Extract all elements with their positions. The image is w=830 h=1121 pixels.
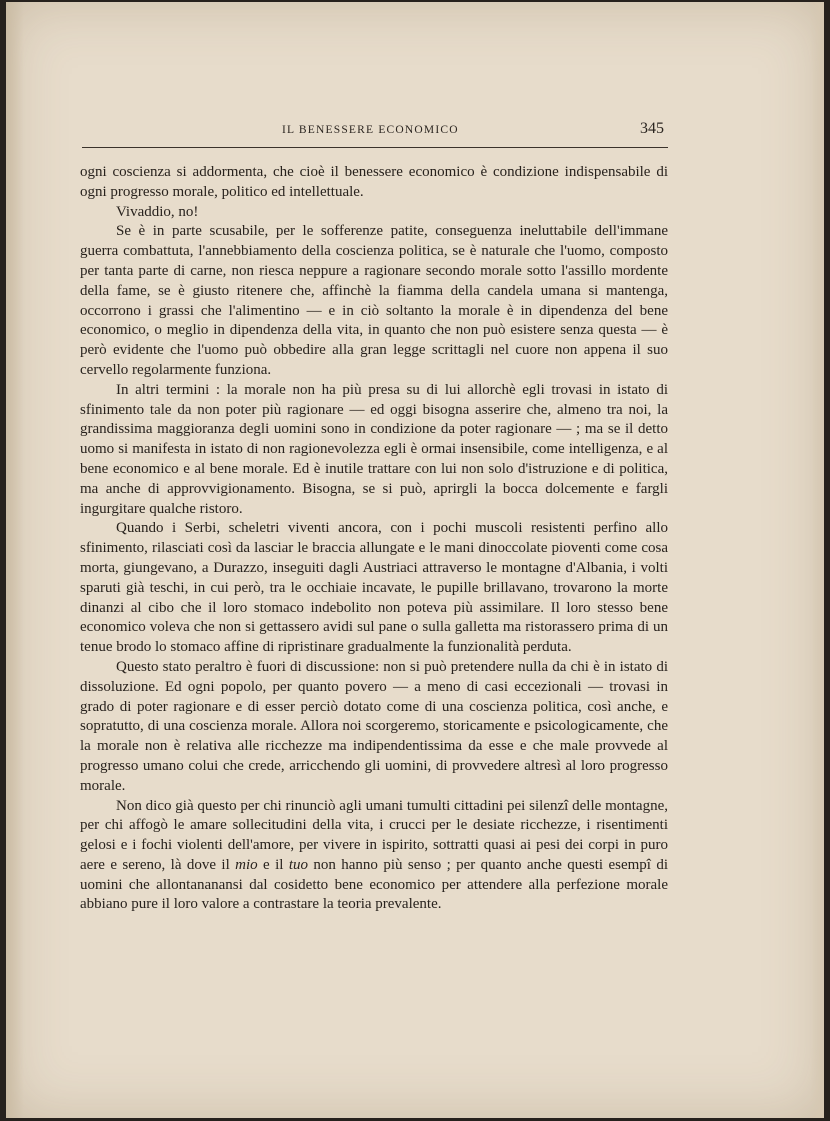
italic-word-mio: mio: [235, 856, 258, 873]
paragraph-6: Questo stato peraltro è fuori di discussione: non si può pretendere nulla da chi è in istato di dissoluzione. Ed ogni popolo, per quanto povero — a meno di casi eccezionali — trovasi in grado di poter ragionare e di esser perciò dotato come di una coscienza politica, così anche, e sopratutto, di una coscienza morale. Allora noi scorgeremo, storicamente e psicologicamente, che la morale non è relativa alle ricchezze ma indipendentissima da esse e che male provvede al progresso umano colui che crede, arricchendo gli uomini, di provvedere altresì al loro progresso morale.: [80, 658, 668, 794]
body-text: [80, 163, 668, 915]
paragraph-7-text-before: Non dico già questo per chi rinunciò agli umani tumulti cittadini pei silenzî delle montagne, per chi affogò le amare sollecitudini della vita, i crucci per le desiate ricchezze, i risentimenti gelosi e i fochi violenti dell'amore, per vivere in ispirito, sottratti quasi ai pesi dei corpi in puro aere e sereno, là dove il: [80, 797, 668, 873]
paragraph-1: ogni coscienza si addormenta, che cioè il benessere economico è condizione indispensabile di ogni progresso morale, politico ed intellettuale.: [80, 164, 668, 200]
italic-word-tuo: tuo: [288, 856, 308, 873]
page-number: 345: [640, 120, 664, 137]
paragraph-2: Vivaddio, no!: [116, 203, 199, 220]
page-edge-shadow-left: [6, 2, 24, 1118]
header-rule: [82, 147, 668, 148]
paragraph-7: [80, 797, 668, 916]
page-edge-shadow-right: [810, 2, 824, 1118]
paragraph-4: In altri termini : la morale non ha più presa su di lui allorchè egli trovasi in istato di sfinimento tale da non poter più ragionare — ed oggi bisogna asserire che, almeno tra noi, la grandissima maggioranza degli uomini sono in condizione da poter ragionare — ; ma se il detto uomo si manifesta in istato di non ragionevolezza egli è ormai insensibile, come intelligenza, e al bene economico e al bene morale. Ed è inutile trattare con lui non solo d'istruzione e di politica, ma anche di approvvigionamento. Bisogna, se si può, aprirgli la bocca dolcemente e fargli ingurgitare qualche ristoro.: [80, 381, 668, 517]
paragraph-7-text-middle: e il: [257, 856, 289, 873]
running-title: IL BENESSERE ECONOMICO: [282, 124, 459, 136]
paragraph-7-text-after: non hanno più senso ; per quanto anche questi esempî di uomini che allontananansi dal cosidetto bene economico per attendere alla perfezione morale abbiano pure il loro valore a contrastare la teoria prevalente.: [80, 856, 669, 913]
paragraph-3: Se è in parte scusabile, per le sofferenze patite, conseguenza ineluttabile dell'immane guerra combattuta, l'annebbiamento della coscienza politica, se è naturale che l'uomo, composto per tanta parte di carne, non riesca neppure a ragionare secondo morale sotto l'assillo mordente della fame, se è giusto ritenere che, affinchè la fiamma della candela umana si mantenga, occorrono i grassi che l'alimentino — e in ciò soltanto la morale è in dipendenza del bene economico, o meglio in dipendenza della vita, in quanto che non può esistere senza questa — è però evidente che l'uomo può obbedire alla gran legge scrittagli nel cuore non appena il suo cervello regolarmente funziona.: [80, 223, 668, 378]
paragraph-5: Quando i Serbi, scheletri viventi ancora, con i pochi muscoli resistenti perfino allo sfinimento, rilasciati così da lasciar le braccia allungate e le mani dinoccolate pioventi come cosa morta, giungevano, a Durazzo, inseguiti dagli Austriaci attraverso le montagne d'Albania, i volti sparuti già teschi, in cui però, tra le occhiaie incavate, le pupille brillavano, trovarono la morte dinanzi al cibo che il loro stomaco indebolito non poteva più assimilare. Il loro stesso bene economico voleva che non si gettassero avidi sul pane o sulla galletta ma ristorassero prima di un tenue brodo lo stomaco affine di ripristinare gradualmente la funzionalità perduta.: [80, 520, 668, 656]
